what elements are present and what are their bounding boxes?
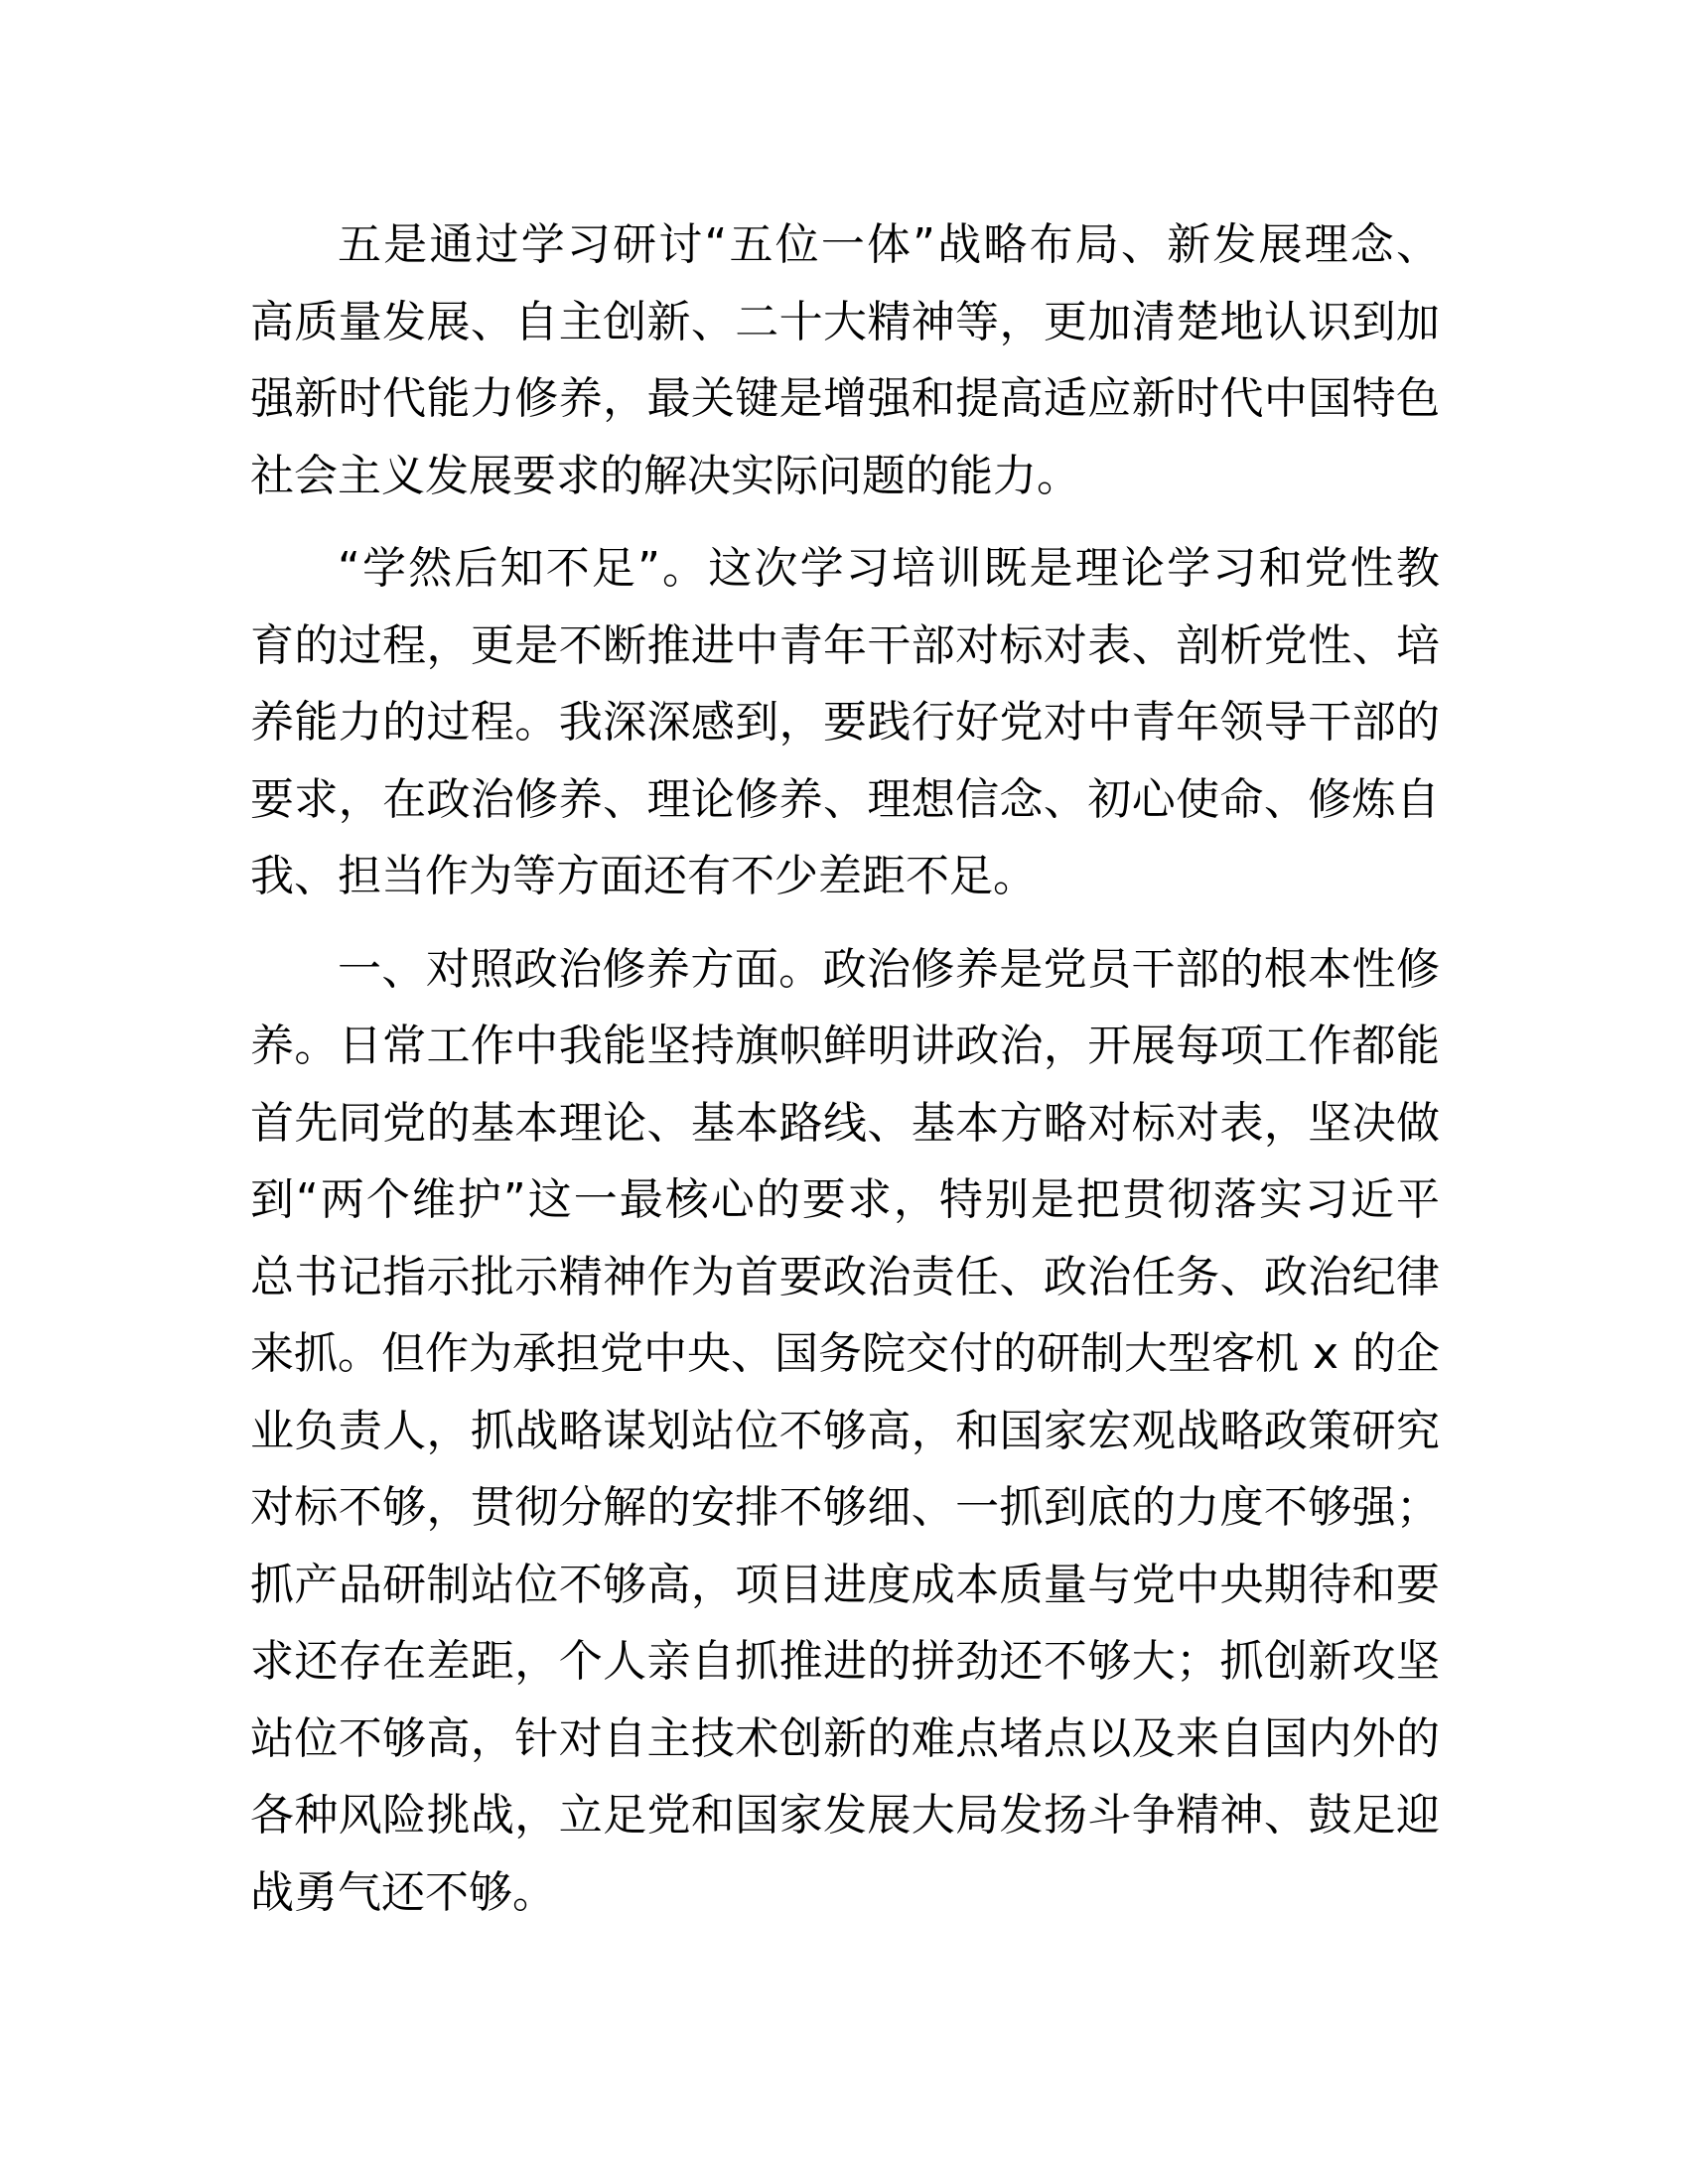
text-line: 站位不够高，针对自主技术创新的难点堵点以及来自国内外的 (250, 1712, 1440, 1764)
text-line: 首先同党的基本理论、基本路线、基本方略对标对表，坚决做 (250, 1097, 1440, 1149)
text-line: 五是通过学习研讨“五位一体”战略布局、新发展理念、 (338, 219, 1440, 270)
text-line: “学然后知不足”。这次学习培训既是理论学习和党性教 (338, 543, 1440, 594)
text-line: 养能力的过程。我深深感到，要践行好党对中青年领导干部的 (250, 697, 1440, 748)
text-line: 各种风险挑战，立足党和国家发展大局发扬斗争精神、鼓足迎 (250, 1790, 1440, 1841)
text-line: 社会主义发展要求的解决实际问题的能力。 (250, 450, 1080, 501)
text-line: 育的过程，更是不断推进中青年干部对标对表、剖析党性、培 (250, 619, 1440, 671)
text-line: 总书记指示批示精神作为首要政治责任、政治任务、政治纪律 (250, 1251, 1440, 1302)
text-line: 我、担当作为等方面还有不少差距不足。 (250, 851, 1037, 901)
text-line: 高质量发展、自主创新、二十大精神等，更加清楚地认识到加 (250, 296, 1440, 347)
text-line: 养。日常工作中我能坚持旗帜鲜明讲政治，开展每项工作都能 (250, 1021, 1440, 1071)
text-line: 抓产品研制站位不够高，项目进度成本质量与党中央期待和要 (250, 1559, 1440, 1610)
paragraph-political-cultivation (250, 931, 1440, 1932)
text-line: 要求，在政治修养、理论修养、理想信念、初心使命、修炼自 (250, 773, 1440, 825)
text-line: 求还存在差距，个人亲自抓推进的拼劲还不够大；抓创新攻坚 (250, 1636, 1440, 1687)
text-line: 到“两个维护”这一最核心的要求，特别是把贯彻落实习近平 (250, 1174, 1440, 1225)
paragraph-five-aspects (250, 206, 1440, 514)
text-line: 对标不够，贯彻分解的安排不够细、一抓到底的力度不够强； (250, 1482, 1440, 1533)
text-line: 来抓。但作为承担党中央、国务院交付的研制大型客机 x 的企 (250, 1328, 1441, 1379)
document-page (250, 206, 1440, 1947)
text-line: 一、对照政治修养方面。政治修养是党员干部的根本性修 (338, 943, 1440, 995)
text-line: 强新时代能力修养，最关键是增强和提高适应新时代中国特色 (250, 373, 1440, 424)
text-line: 业负责人，抓战略谋划站位不够高，和国家宏观战略政策研究 (250, 1405, 1440, 1456)
paragraph-learning-shortfalls (250, 530, 1440, 915)
text-line: 战勇气还不够。 (250, 1866, 556, 1918)
